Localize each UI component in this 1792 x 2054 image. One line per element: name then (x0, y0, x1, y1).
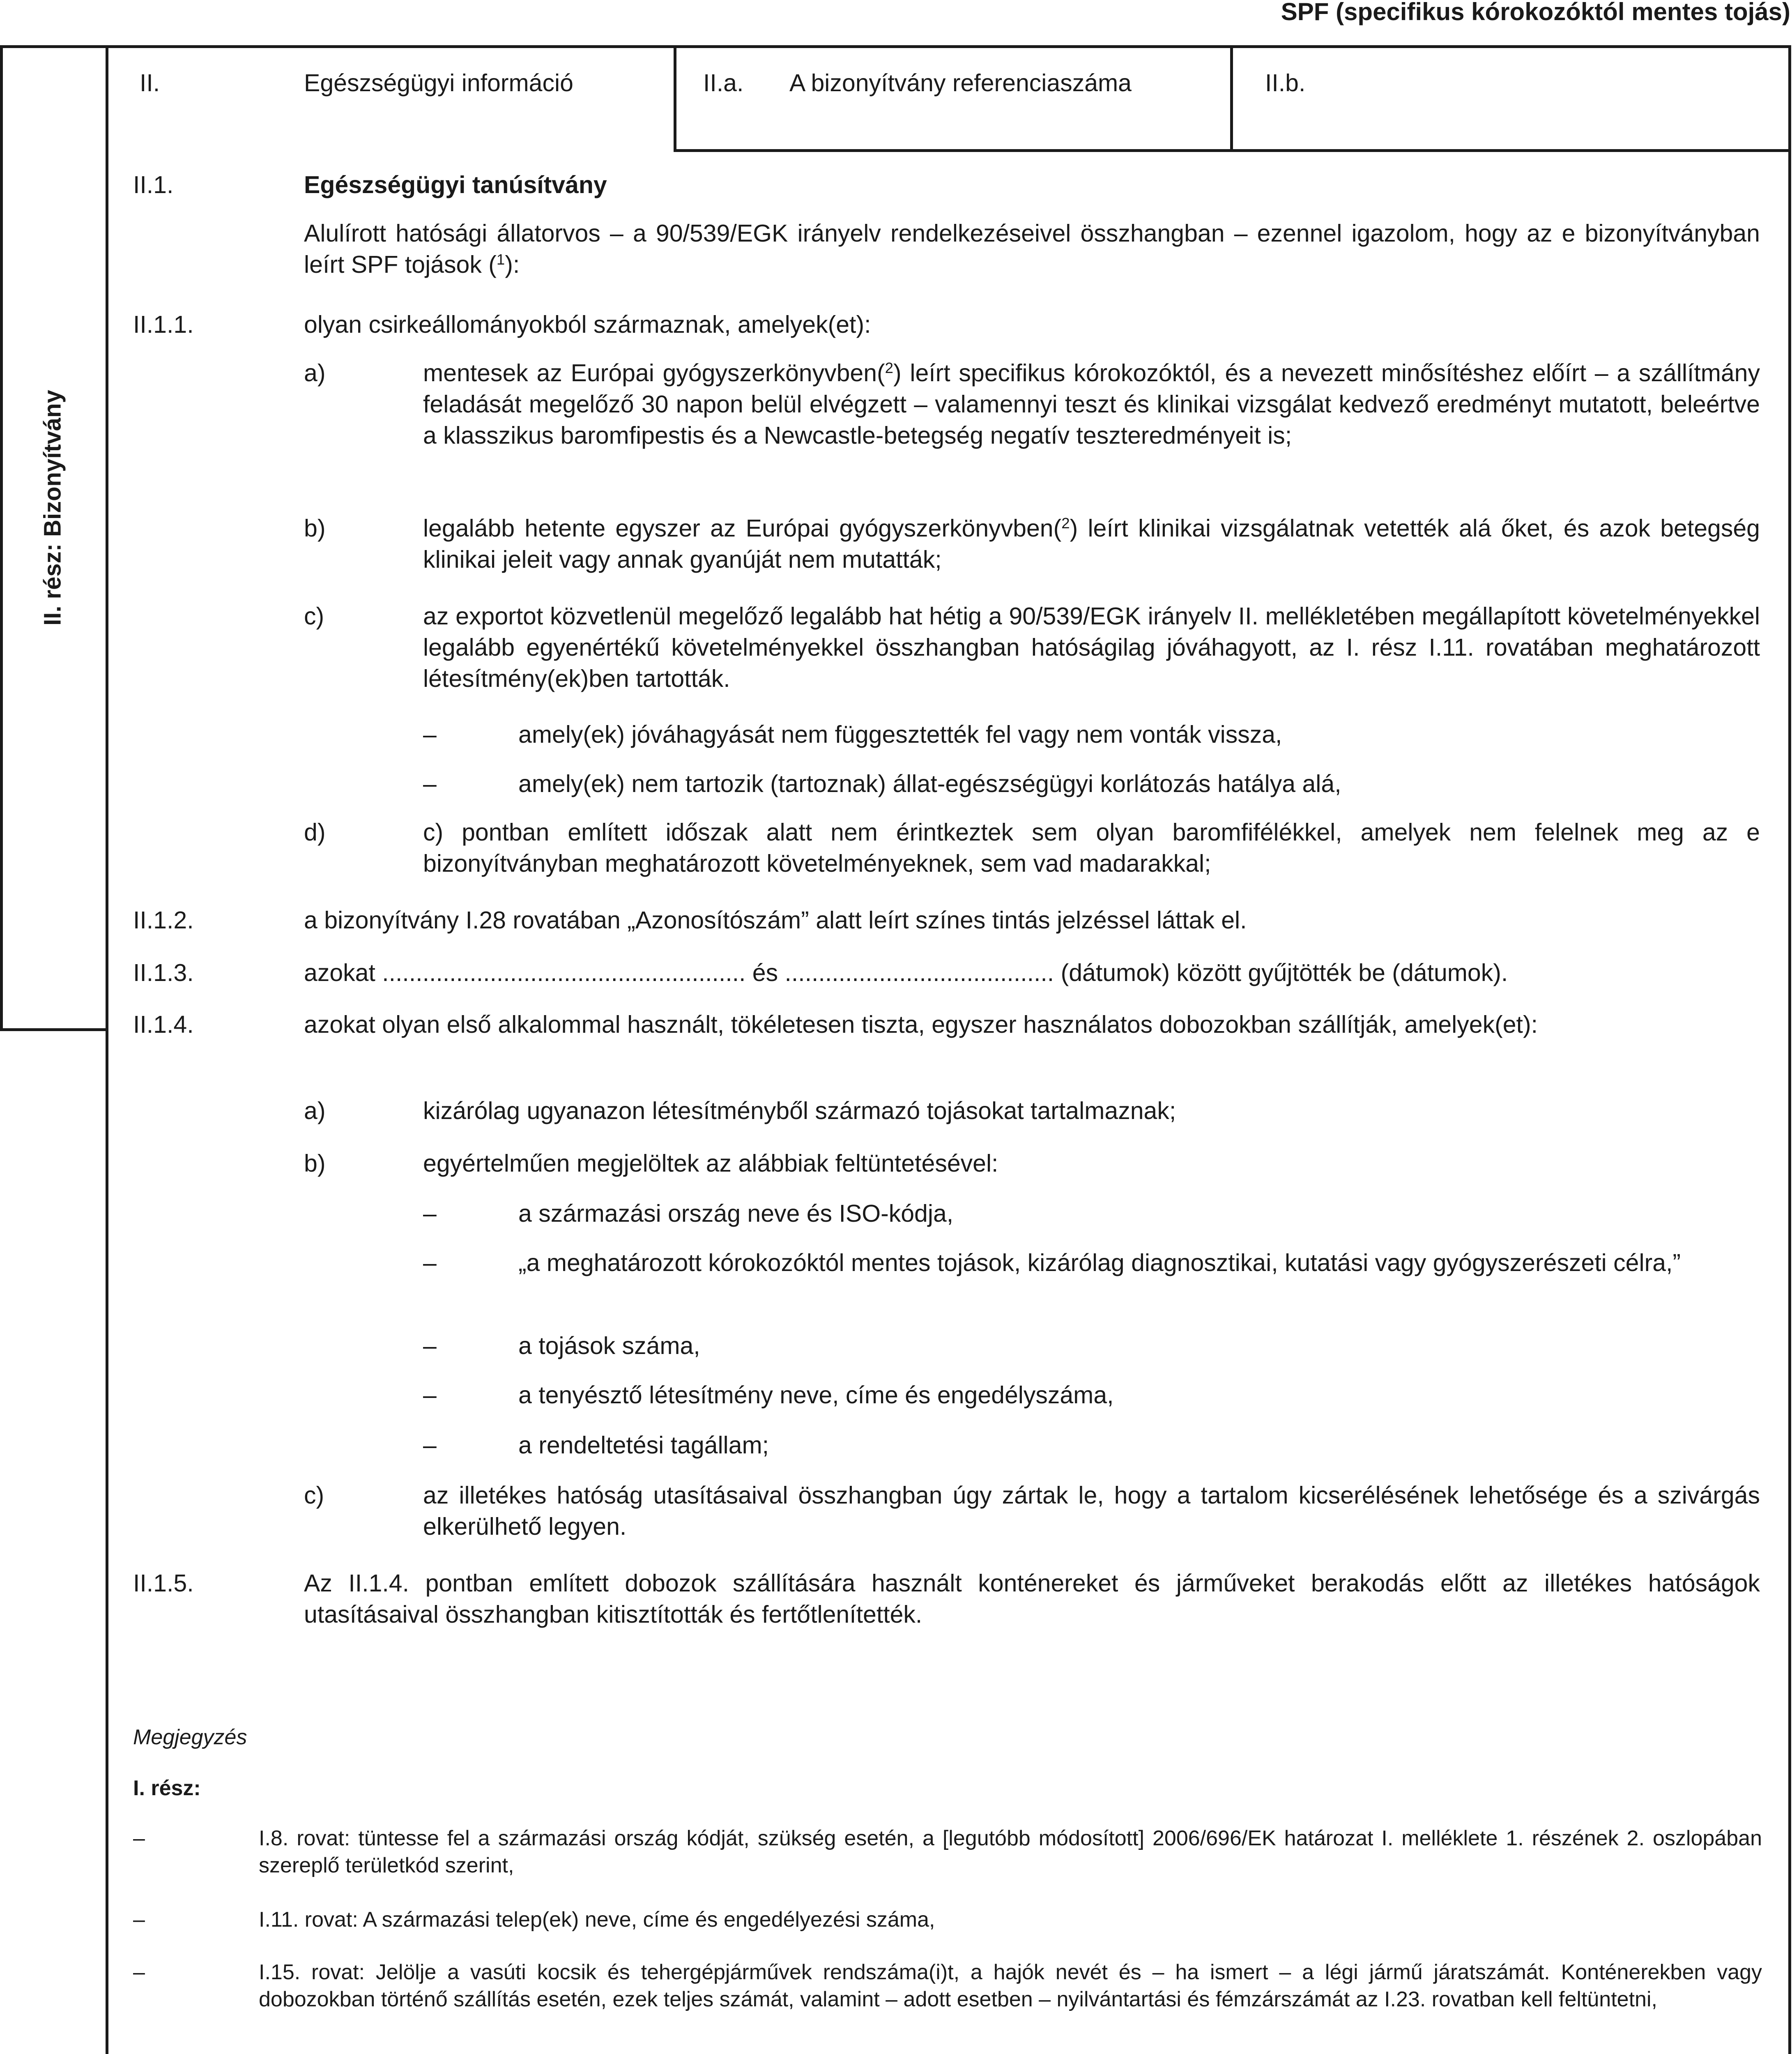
item-label: d) (304, 819, 326, 846)
dash-bullet: – (423, 721, 437, 748)
footnote-ref: 1 (496, 251, 505, 268)
header-part-title: Egészségügyi információ (304, 69, 573, 97)
item-b-text-2: ) leírt klinikai vizsgálatnak vetették alá őket, és azok betegség klinikai jeleit vagy annak gyanúját nem mutatták; (423, 515, 1760, 573)
item-text: az exportot közvetlenül megelőző legalább hat hétig a 90/539/EGK irányelv II. mellékletében megállapított követelményekkel legalább egyenértékű követelményekkel összhangban hatóságilag jóváhagyott, az I. rész I.11. rovatában meghatározott létesítmény(ek)ben tartották. (423, 603, 1760, 692)
dash-bullet: – (423, 770, 437, 797)
header-b-number: II.b. (1265, 69, 1306, 97)
list-item: a rendeltetési tagállam; (518, 1432, 769, 1459)
intro-text-end: ): (505, 251, 520, 278)
item-text: egyértelműen megjelöltek az alábbiak feltüntetésével: (423, 1150, 998, 1177)
note-item: I.11. rovat: A származási telep(ek) neve, címe és engedélyezési száma, (259, 1908, 935, 1932)
header-left-divider (674, 45, 676, 152)
item-label: c) (304, 603, 324, 630)
dash-bullet: – (423, 1432, 437, 1459)
side-label: II. rész: Bizonyítvány (39, 390, 66, 626)
item-text: c) pontban említett időszak alatt nem érintkeztek sem olyan baromfifélékkel, amelyek nem felelnek meg az e bizonyítványban meghatározott követelményeknek, sem vad madarakkal; (423, 819, 1760, 877)
section-number: II.1.4. (133, 1011, 194, 1038)
dash-item: amely(ek) nem tartozik (tartoznak) állat-egészségügyi korlátozás hatálya alá, (518, 770, 1341, 797)
notes-part1-heading: I. rész: (133, 1776, 201, 1800)
item-label: b) (304, 1150, 326, 1177)
note-item: I.8. rovat: tüntesse fel a származási ország kódját, szükség esetén, a [legutóbb módosított] 2006/696/EK határozat I. melléklete 1. részének 2. oszlopában szereplő területkód szerint, (259, 1826, 1762, 1877)
dash-bullet: – (423, 1382, 437, 1409)
item-text: az illetékes hatóság utasításaival összhangban úgy zártak le, hogy a tartalom kicserélésének lehetősége és a szivárgás elkerülhető legyen. (423, 1482, 1760, 1540)
section-number: II.1.1. (133, 311, 194, 338)
section-number: II.1.2. (133, 907, 194, 934)
dash-bullet: – (133, 1960, 145, 1984)
section-text: a bizonyítvány I.28 rovatában „Azonosítószám” alatt leírt színes tintás jelzéssel láttak el. (304, 907, 1247, 934)
certificate-frame (106, 45, 1791, 2054)
section-heading: Egészségügyi tanúsítvány (304, 171, 607, 198)
note-item: I.15. rovat: Jelölje a vasúti kocsik és tehergépjárművek rendszáma(i)t, a hajók nevét és – ha ismert – a légi jármű járatszámát. Konténerekben vagy dobozokban történő szállítás esetén, ezek teljes számát, valamint – adott esetben – nyilvántartási és fémzárszámát az I.23. rovatban kell feltüntetni, (259, 1960, 1762, 2011)
list-item: a származási ország neve és ISO-kódja, (518, 1200, 954, 1227)
header-row (674, 45, 1791, 152)
item-text (423, 357, 1760, 451)
section-number: II.1. (133, 171, 174, 198)
section-number: II.1.3. (133, 959, 194, 986)
item-b-text-1: legalább hetente egyszer az Európai gyógyszerkönyvben( (423, 515, 1062, 542)
header-mid-divider (1230, 45, 1233, 152)
dash-bullet: – (423, 1249, 437, 1276)
notes-heading: Megjegyzés (133, 1725, 247, 1749)
item-text (423, 513, 1760, 575)
header-bottom-border (674, 149, 1791, 152)
item-label: a) (304, 1097, 326, 1124)
dash-item: amely(ek) jóváhagyását nem függesztették fel vagy nem vonták vissza, (518, 721, 1282, 748)
intro-paragraph (304, 218, 1760, 280)
dash-bullet: – (133, 1826, 145, 1850)
item-a-text-2: ) leírt specifikus kórokozóktól, és a nevezett minősítéshez előírt – a szállítmány feladását megelőző 30 napon belül elvégzett – valamennyi teszt és klinikai vizsgálat kedvező eredményt mutatott, beleértve a klasszikus baromfipestis és a Newcastle-betegség negatív teszteredményeit is; (423, 359, 1760, 449)
header-ref-number: II.a. (703, 69, 744, 97)
item-text: kizárólag ugyanazon létesítményből származó tojásokat tartalmaznak; (423, 1097, 1176, 1124)
intro-text: Alulírott hatósági állatorvos – a 90/539/EGK irányelv rendelkezéseivel összhangban – ezennel igazolom, hogy az e bizonyítványban leírt SPF tojások ( (304, 220, 1760, 278)
section-text: azokat ...................................................... és ........................................ (dátumok) között gyűjtötték be (dátumok). (304, 959, 1508, 986)
item-label: b) (304, 515, 326, 542)
dash-bullet: – (133, 1908, 145, 1932)
list-item: a tojások száma, (518, 1332, 700, 1359)
header-ref-title: A bizonyítvány referenciaszáma (789, 69, 1132, 97)
document-title: SPF (specifikus kórokozóktól mentes tojás) (1281, 0, 1790, 25)
list-item: „a meghatározott kórokozóktól mentes tojások, kizárólag diagnosztikai, kutatási vagy gyógyszerészeti célra,” (518, 1249, 1681, 1276)
header-part-number: II. (140, 69, 160, 97)
section-number: II.1.5. (133, 1570, 194, 1597)
item-label: a) (304, 359, 326, 387)
section-text: Az II.1.4. pontban említett dobozok szállítására használt konténereket és járműveket berakodás előtt az illetékes hatóságok utasításaival összhangban kitisztították és fertőtlenítették. (304, 1570, 1760, 1628)
item-a-text-1: mentesek az Európai gyógyszerkönyvben( (423, 359, 885, 387)
footnote-ref: 2 (1061, 514, 1070, 532)
section-text: olyan csirkeállományokból származnak, amelyek(et): (304, 311, 871, 338)
dash-bullet: – (423, 1200, 437, 1227)
list-item: a tenyésztő létesítmény neve, címe és engedélyszáma, (518, 1382, 1114, 1409)
footnote-ref: 2 (885, 359, 894, 376)
dash-bullet: – (423, 1332, 437, 1359)
section-text: azokat olyan első alkalommal használt, tökéletesen tiszta, egyszer használatos dobozokban szállítják, amelyek(et): (304, 1011, 1538, 1038)
item-label: c) (304, 1482, 324, 1509)
